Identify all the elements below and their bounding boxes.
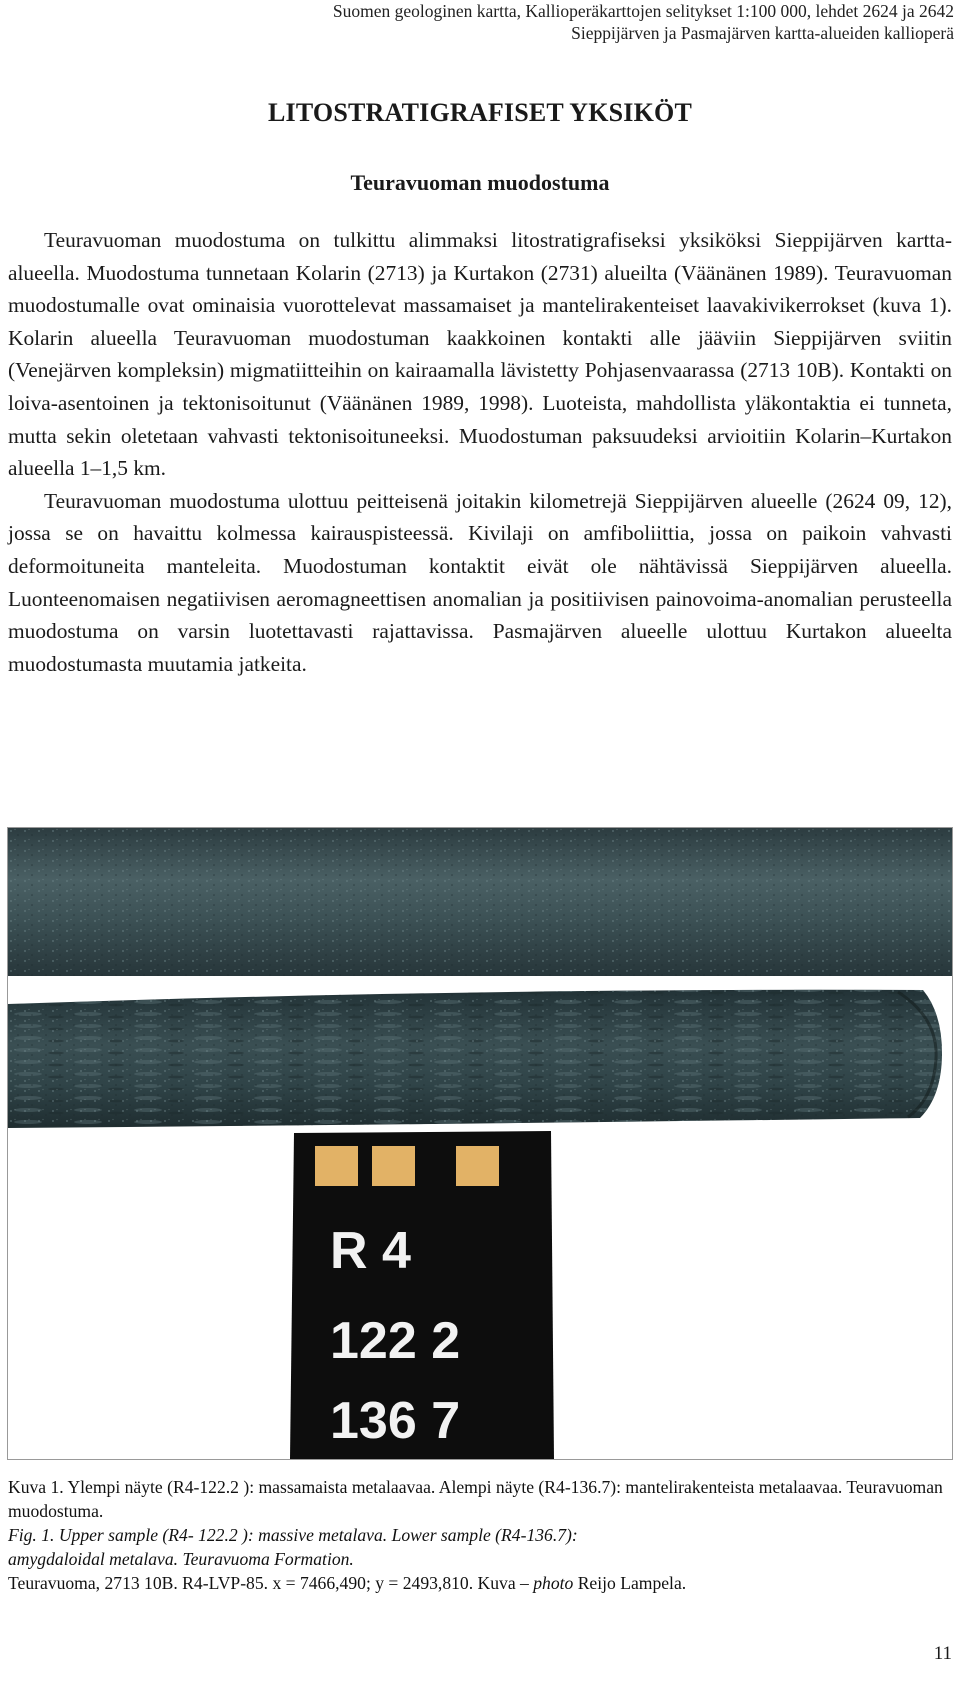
caption-photographer: Reijo Lampela. [573,1573,687,1593]
header-series-line: Suomen geologinen kartta, Kallioperäkarttojen selitykset 1:100 000, lehdet 2624 ja 2642 [332,1,954,21]
page-number: 11 [933,1643,952,1664]
drill-core-photo [7,827,953,1460]
caption-finnish: Kuva 1. Ylempi näyte (R4-122.2 ): massamaista metalaavaa. Alempi näyte (R4-136.7): mantelirakenteista metalaavaa. Teuravuoman muodostuma. [8,1477,943,1521]
tag-tab-2 [372,1146,415,1186]
subsection-title: Teuravuoman muodostuma [350,170,610,195]
running-header [333,0,954,44]
sample-label-tag [290,1131,554,1459]
lower-core-sample [8,990,942,1128]
upper-core-sample [8,828,952,976]
tag-label-line2: 122 2 [330,1312,461,1370]
paragraph-1: Teuravuoman muodostuma on tulkittu alimmaksi litostratigrafiseksi yksiköksi Sieppijärven kartta-alueella. Muodostuma tunnetaan Kolarin (2713) ja Kurtakon (2731) alueilta (Väänänen 1989). Teuravuoman muodostumalle ovat ominaisia vuorottelevat massamaiset ja mantelirakenteiset laavakivikerrokset (kuva 1). Kolarin alueella Teuravuoman muodostuman kaakkoinen kontakti alle jääviin Sieppijärven sviitin (Venejärven kompleksin) migmatiitteihin on kairaamalla lävistetty Pohjasenvaarassa (2713 10B). Kontakti on loiva-asentoinen ja tektonisoitunut (Väänänen 1989, 1998). Luoteista, mahdollista yläkontaktia ei tunneta, mutta sekin oletetaan vahvasti tektonisoituneeksi. Muodostuman paksuudeksi arvioitiin Kolarin–Kurtakon alueella 1–1,5 km. [8,228,952,481]
caption-location [8,1571,952,1595]
caption-english-line1: Fig. 1. Upper sample (R4- 122.2 ): massive metalava. Lower sample (R4-136.7): [8,1525,578,1545]
body-text [8,224,952,680]
caption-photo-word: photo [533,1573,574,1593]
caption-english-line2: amygdaloidal metalava. Teuravuoma Formation. [8,1549,354,1569]
caption-location-text: Teuravuoma, 2713 10B. R4-LVP-85. x = 7466,490; y = 2493,810. Kuva – [8,1573,534,1593]
tag-label-line3: 136 7 [330,1392,461,1450]
tag-tab-1 [315,1146,358,1186]
tag-label-line1: R 4 [330,1222,411,1280]
header-title-line: Sieppijärven ja Pasmajärven kartta-alueiden kallioperä [571,23,954,43]
tag-tab-3 [456,1146,499,1186]
section-title: LITOSTRATIGRAFISET YKSIKÖT [268,98,692,127]
figure-caption [8,1475,952,1595]
paragraph-2: Teuravuoman muodostuma ulottuu peitteisenä joitakin kilometrejä Sieppijärven alueelle (2624 09, 12), jossa se on havaittu kolmessa kairauspisteessä. Kivilaji on amfiboliittia, jossa on paikoin vahvasti deformoituneita manteleita. Muodostuman kontaktit eivät ole nähtävissä Sieppijärven alueella. Luonteenomaisen negatiivisen aeromagneettisen anomalian ja positiivisen painovoima-anomalian perusteella muodostuma on varsin luotettavasti rajattavissa. Pasmajärven alueelle ulottuu Kurtakon alueelta muodostumasta muutamia jatkeita. [8,488,952,676]
drill-core-illustration [8,828,952,1459]
